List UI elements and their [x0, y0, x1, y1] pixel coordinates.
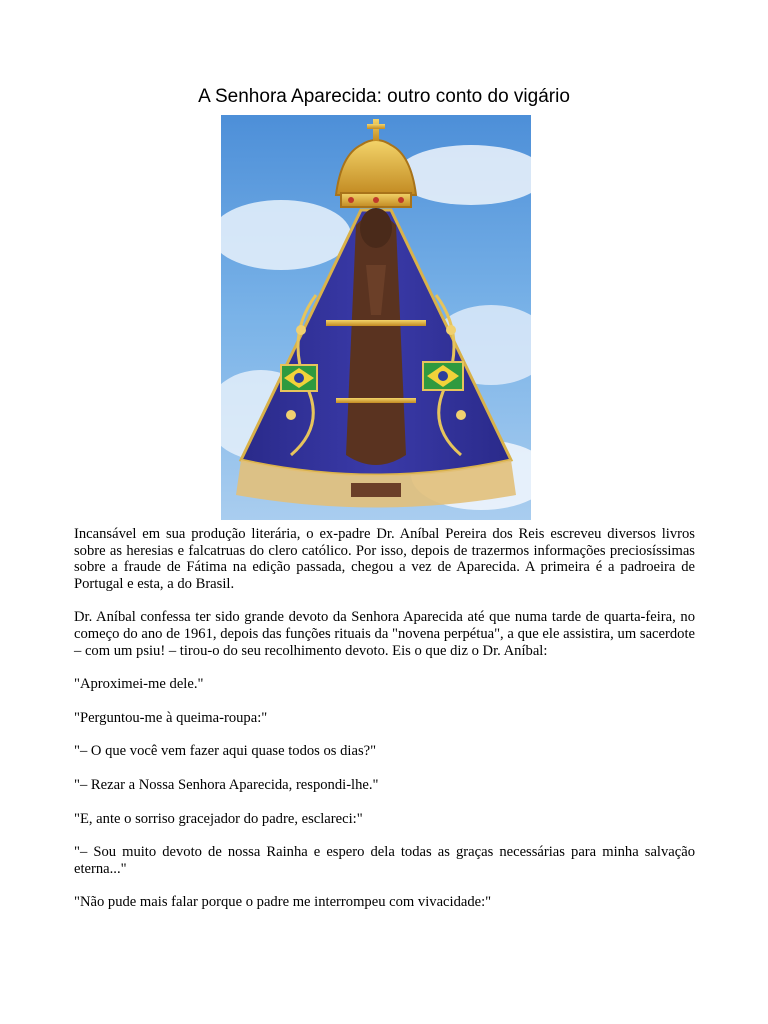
article-title: A Senhora Aparecida: outro conto do vigário	[198, 86, 570, 107]
paragraph-4: "Perguntou-me à queima-roupa:"	[74, 709, 268, 726]
paragraph-6: "– Rezar a Nossa Senhora Aparecida, respondi-lhe."	[74, 776, 379, 793]
article-body	[74, 526, 695, 928]
paragraph-3: "Aproximei-me dele."	[74, 676, 204, 693]
paragraph-8: "– Sou muito devoto de nossa Rainha e espero dela todas as graças necessárias para minha salvação eterna..."	[74, 844, 695, 877]
paragraph-9: "Não pude mais falar porque o padre me interrompeu com vivacidade:"	[74, 894, 492, 911]
paragraph-2: Dr. Aníbal confessa ter sido grande devoto da Senhora Aparecida até que numa tarde de quarta-feira, no começo do ano de 1961, depois das funções rituais da "novena perpétua", a que ele assistira, um sacerdote – com um psiu! – tirou-o do seu recolhimento devoto. Eis o que diz o Dr. Aníbal:	[74, 609, 695, 659]
madonna-statue-image	[221, 115, 531, 520]
paragraph-7: "E, ante o sorriso gracejador do padre, esclareci:"	[74, 810, 363, 827]
paragraph-1: Incansável em sua produção literária, o ex-padre Dr. Aníbal Pereira dos Reis escreveu diversos livros sobre as heresias e falcatruas do clero católico. Por isso, depois de trazermos informações preciosíssimas sobre a fraude de Fátima na edição passada, chegou a vez de Aparecida. A primeira é a padroeira de Portugal e esta, a do Brasil.	[74, 526, 695, 592]
paragraph-5: "– O que você vem fazer aqui quase todos os dias?"	[74, 743, 377, 760]
